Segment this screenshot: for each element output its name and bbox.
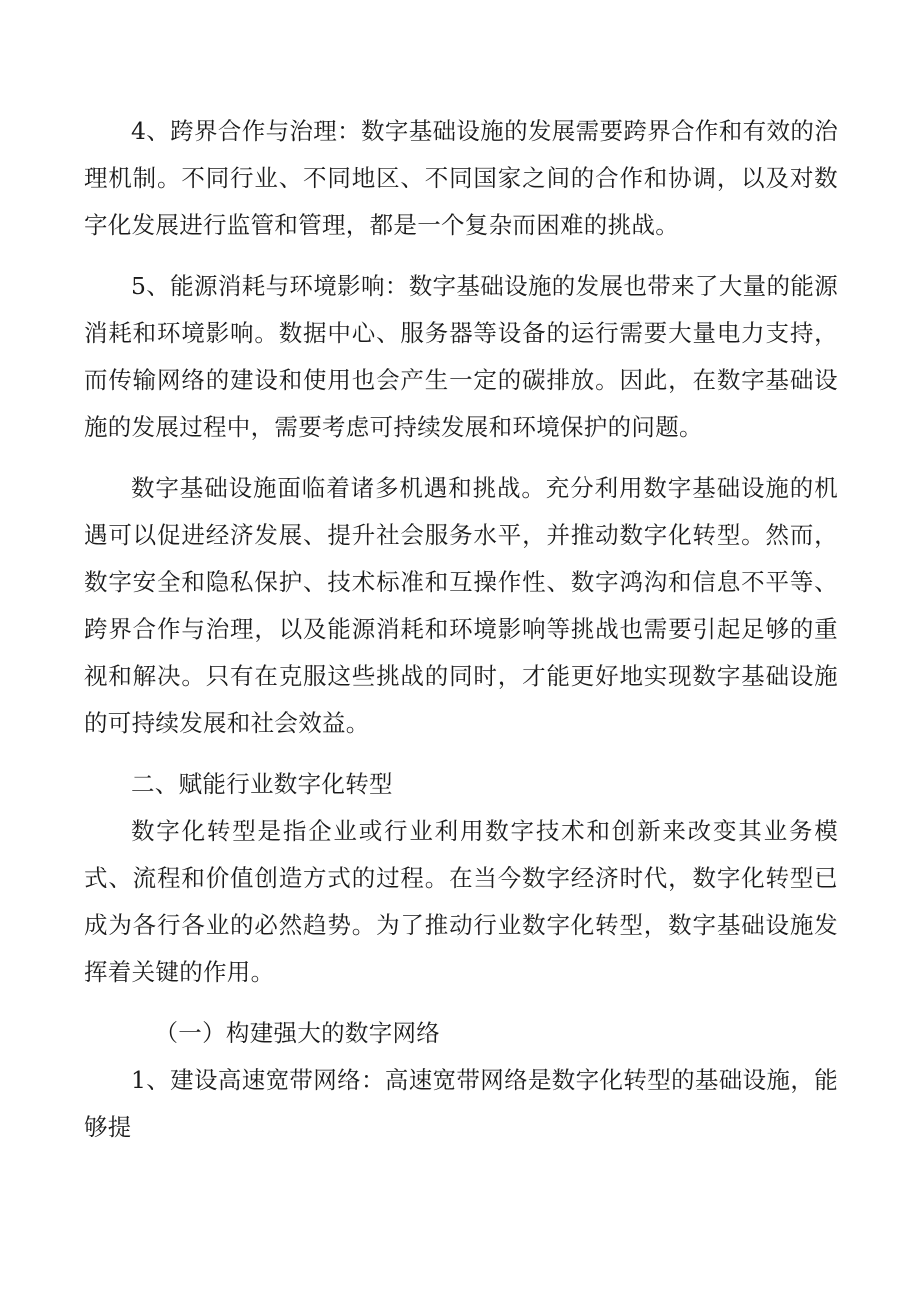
document-page bbox=[84, 108, 838, 1151]
paragraph-section-intro: 数字化转型是指企业或行业利用数字技术和创新来改变其业务模式、流程和价值创造方式的过程。在当今数字经济时代，数字化转型已成为各行各业的必然趋势。为了推动行业数字化转型，数字基础设施发挥着关键的作用。 bbox=[84, 817, 838, 986]
paragraph-cross-border-governance: 4、跨界合作与治理：数字基础设施的发展需要跨界合作和有效的治理机制。不同行业、不同地区、不同国家之间的合作和协调，以及对数字化发展进行监管和管理，都是一个复杂而困难的挑战。 bbox=[84, 117, 838, 239]
paragraph-summary: 数字基础设施面临着诸多机遇和挑战。充分利用数字基础设施的机遇可以促进经济发展、提升社会服务水平，并推动数字化转型。然而，数字安全和隐私保护、技术标准和互操作性、数字鸿沟和信息不平等、跨界合作与治理，以及能源消耗和环境影响等挑战也需要引起足够的重视和解决。只有在克服这些挑战的同时，才能更好地实现数字基础设施的可持续发展和社会效益。 bbox=[84, 474, 838, 737]
subsection-heading: （一）构建强大的数字网络 bbox=[154, 1019, 441, 1047]
section-heading: 二、赋能行业数字化转型 bbox=[131, 770, 393, 798]
paragraph-energy-environment: 5、能源消耗与环境影响：数字基础设施的发展也带来了大量的能源消耗和环境影响。数据中心、服务器等设备的运行需要大量电力支持，而传输网络的建设和使用也会产生一定的碳排放。因此，在数字基础设施的发展过程中，需要考虑可持续发展和环境保护的问题。 bbox=[84, 272, 838, 441]
paragraph-item-broadband: 1、建设高速宽带网络：高速宽带网络是数字化转型的基础设施，能够提 bbox=[84, 1066, 838, 1141]
